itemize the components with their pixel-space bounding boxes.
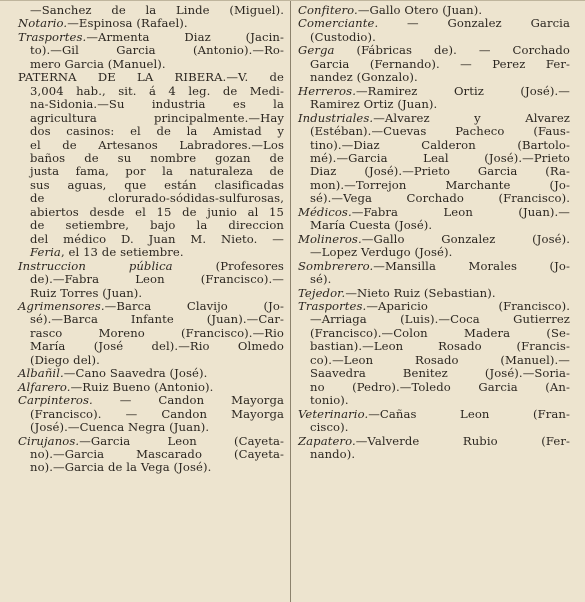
text-line xyxy=(298,219,570,232)
text-line xyxy=(298,448,570,461)
entry-text: nando). xyxy=(310,446,356,461)
text-line xyxy=(298,125,570,138)
left-column xyxy=(18,4,284,475)
entry-heading: Carpinteros. xyxy=(18,393,93,408)
entry-heading: Instruccion pública xyxy=(18,258,173,273)
entry-text: —Ruiz Bueno (Antonio). xyxy=(70,379,214,394)
entry-text: rasco Moreno (Francisco).—Rio xyxy=(30,325,284,340)
entry-text: (Diego del). xyxy=(30,352,100,367)
text-line xyxy=(298,44,570,57)
text-line xyxy=(18,139,284,152)
entry-text: —Lopez Verdugo (José). xyxy=(310,245,453,260)
text-line xyxy=(18,260,284,273)
text-line xyxy=(18,381,284,394)
entry-heading: Gerga xyxy=(298,43,335,58)
entry-text: 3,004 hab., sit. á 4 leg. de Medi- xyxy=(30,83,284,98)
entry-text: tino).—Diaz Calderon (Bartolo- xyxy=(310,137,570,152)
entry-text: Garcia (Fernando). — Perez Fer- xyxy=(310,56,570,71)
entry-text: (Fábricas de). — Corchado xyxy=(334,43,570,58)
text-line xyxy=(298,287,570,300)
entry-heading: Feria xyxy=(30,245,61,260)
entry-text: , el 13 de setiembre. xyxy=(60,245,184,260)
text-line xyxy=(18,461,284,474)
text-line xyxy=(298,85,570,98)
entry-text: Diaz (José).—Prieto Garcia (Ra- xyxy=(310,164,570,179)
text-line xyxy=(18,421,284,434)
entry-text: co).—Leon Rosado (Manuel).— xyxy=(310,352,570,367)
text-line xyxy=(298,206,570,219)
entry-heading: Confitero. xyxy=(298,3,358,17)
entry-text: —Gallo Gonzalez (José). xyxy=(361,231,570,246)
text-line xyxy=(298,273,570,286)
entry-text: tonio). xyxy=(310,393,349,408)
entry-text: Ramirez Ortiz (Juan). xyxy=(310,97,438,112)
text-line xyxy=(18,58,284,71)
entry-text: María (José del).—Rio Olmedo xyxy=(30,339,284,354)
right-column xyxy=(298,4,570,461)
text-line xyxy=(298,233,570,246)
text-line xyxy=(298,192,570,205)
text-line xyxy=(18,327,284,340)
text-line xyxy=(298,165,570,178)
text-line xyxy=(298,313,570,326)
entry-text: sé).—Barca Infante (Juan).—Car- xyxy=(30,312,284,327)
text-line xyxy=(298,31,570,44)
text-line xyxy=(18,233,284,246)
entry-text: sus aguas, que están clasificadas xyxy=(30,177,284,192)
text-line xyxy=(18,165,284,178)
entry-text: —Cañas Leon (Fran- xyxy=(368,406,570,421)
text-line xyxy=(18,246,284,259)
entry-text: — Gonzalez Garcia xyxy=(378,16,570,31)
entry-text: dos casinos: el de la Amistad y xyxy=(30,124,284,139)
entry-text: —Gallo Otero (Juan). xyxy=(357,3,483,17)
text-line xyxy=(18,179,284,192)
text-line xyxy=(298,17,570,30)
entry-text: no).—Garcia Mascarado (Cayeta- xyxy=(30,446,284,461)
text-line xyxy=(298,4,570,17)
text-line xyxy=(298,246,570,259)
entry-text: mon).—Torrejon Marchante (Jo- xyxy=(310,177,570,192)
entry-heading: Médicos. xyxy=(298,204,352,219)
entry-text: —Valverde Rubio (Fer- xyxy=(355,433,570,448)
text-line xyxy=(18,192,284,205)
entry-text: baños de su nombre gozan de xyxy=(30,150,284,165)
text-line xyxy=(18,98,284,111)
text-line xyxy=(18,394,284,407)
text-line xyxy=(18,313,284,326)
text-line xyxy=(298,421,570,434)
text-line xyxy=(298,300,570,313)
entry-heading: Agrimensores. xyxy=(18,298,105,313)
entry-heading: Herreros. xyxy=(298,83,356,98)
entry-heading: Molineros. xyxy=(298,231,362,246)
entry-text: no).—Garcia de la Vega (José). xyxy=(30,460,212,475)
text-line xyxy=(298,367,570,380)
entry-text: (José).—Cuenca Negra (Juan). xyxy=(30,420,210,435)
entry-text: el de Artesanos Labradores.—Los xyxy=(30,137,284,152)
entry-text: (Estéban).—Cuevas Pacheco (Faus- xyxy=(310,124,570,139)
text-line xyxy=(18,340,284,353)
entry-text: —Alvarez y Alvarez xyxy=(373,110,570,125)
text-line xyxy=(18,300,284,313)
text-line xyxy=(298,112,570,125)
text-line xyxy=(18,408,284,421)
entry-text: —Cano Saavedra (José). xyxy=(63,366,208,381)
entry-heading: Trasportes. xyxy=(298,298,367,313)
text-line xyxy=(18,125,284,138)
entry-heading: Veterinario. xyxy=(298,406,369,421)
text-line xyxy=(298,381,570,394)
entry-text: —Mansilla Morales (Jo- xyxy=(373,258,570,273)
entry-text: de setiembre, bajo la direccion xyxy=(30,218,284,233)
entry-text: (Custodio). xyxy=(310,29,376,44)
text-line xyxy=(18,4,284,17)
entry-text: no (Pedro).—Toledo Garcia (An- xyxy=(310,379,570,394)
entry-text: —Sanchez de la Linde (Miguel). xyxy=(30,3,284,17)
text-line xyxy=(298,139,570,152)
entry-text: Ruiz Torres (Juan). xyxy=(30,285,143,300)
entry-heading: Notario. xyxy=(18,16,68,31)
text-line xyxy=(18,31,284,44)
text-line xyxy=(18,273,284,286)
entry-text: (Profesores xyxy=(172,258,284,273)
text-line xyxy=(18,112,284,125)
text-line xyxy=(18,287,284,300)
entry-text: to).—Gil Garcia (Antonio).—Ro- xyxy=(30,43,284,58)
column-divider xyxy=(290,1,291,602)
entry-text: de).—Fabra Leon (Francisco).— xyxy=(30,272,284,287)
entry-text: (Francisco). — Candon Mayorga xyxy=(30,406,284,421)
entry-text: —Ramirez Ortiz (José).— xyxy=(355,83,570,98)
text-line xyxy=(18,206,284,219)
entry-text: PATERNA DE LA RIBERA.—V. de xyxy=(18,70,284,85)
entry-text: sé). xyxy=(310,272,332,287)
entry-text: del médico D. Juan M. Nieto. — xyxy=(30,231,284,246)
entry-text: Saavedra Benitez (José).—Soria- xyxy=(310,366,570,381)
text-line xyxy=(298,260,570,273)
entry-heading: Cirujanos. xyxy=(18,433,80,448)
text-line xyxy=(18,85,284,98)
entry-heading: Trasportes. xyxy=(18,29,87,44)
text-line xyxy=(18,448,284,461)
entry-text: —Armenta Diaz (Jacin- xyxy=(86,29,284,44)
entry-heading: Zapatero. xyxy=(298,433,356,448)
entry-text: mero Garcia (Manuel). xyxy=(30,56,166,71)
entry-text: (Francisco).—Colon Madera (Se- xyxy=(310,325,570,340)
text-line xyxy=(298,435,570,448)
text-line xyxy=(18,71,284,84)
entry-text: —Espinosa (Rafael). xyxy=(67,16,188,31)
entry-text: —Barca Clavijo (Jo- xyxy=(104,298,284,313)
text-line xyxy=(18,152,284,165)
text-line xyxy=(18,367,284,380)
text-line xyxy=(18,219,284,232)
text-line xyxy=(298,98,570,111)
entry-heading: Tejedor. xyxy=(298,285,346,300)
entry-text: nandez (Gonzalo). xyxy=(310,70,418,85)
text-line xyxy=(298,71,570,84)
entry-text: — Candon Mayorga xyxy=(92,393,284,408)
entry-text: —Arriaga (Luis).—Coca Gutierrez xyxy=(310,312,570,327)
text-line xyxy=(298,327,570,340)
entry-text: agricultura principalmente.—Hay xyxy=(30,110,284,125)
entry-text: mé).—Garcia Leal (José).—Prieto xyxy=(310,150,570,165)
entry-heading: Sombrerero. xyxy=(298,258,374,273)
entry-text: —Aparicio (Francisco). xyxy=(366,298,570,313)
entry-text: abiertos desde el 15 de junio al 15 xyxy=(30,204,284,219)
entry-text: de clorurado-sódidas-sulfurosas, xyxy=(30,191,284,206)
text-line xyxy=(298,152,570,165)
entry-text: bastian).—Leon Rosado (Francis- xyxy=(310,339,570,354)
entry-heading: Albañil. xyxy=(18,366,64,381)
text-line xyxy=(298,58,570,71)
entry-heading: Industriales. xyxy=(298,110,374,125)
entry-text: sé).—Vega Corchado (Francisco). xyxy=(310,191,570,206)
text-line xyxy=(18,435,284,448)
text-line xyxy=(298,179,570,192)
entry-text: —Garcia Leon (Cayeta- xyxy=(79,433,284,448)
entry-text: María Cuesta (José). xyxy=(310,218,433,233)
entry-heading: Comerciante. xyxy=(298,16,379,31)
entry-text: cisco). xyxy=(310,420,349,435)
entry-text: na-Sidonia.—Su industria es la xyxy=(30,97,284,112)
entry-heading: Alfarero. xyxy=(18,379,71,394)
entry-text: —Fabra Leon (Juan).— xyxy=(351,204,570,219)
text-line xyxy=(298,340,570,353)
text-line xyxy=(18,17,284,30)
text-line xyxy=(298,354,570,367)
entry-text: justa fama, por la naturaleza de xyxy=(30,164,284,179)
entry-text: —Nieto Ruiz (Sebastian). xyxy=(345,285,496,300)
text-line xyxy=(298,394,570,407)
text-line xyxy=(18,44,284,57)
text-line xyxy=(298,408,570,421)
text-line xyxy=(18,354,284,367)
